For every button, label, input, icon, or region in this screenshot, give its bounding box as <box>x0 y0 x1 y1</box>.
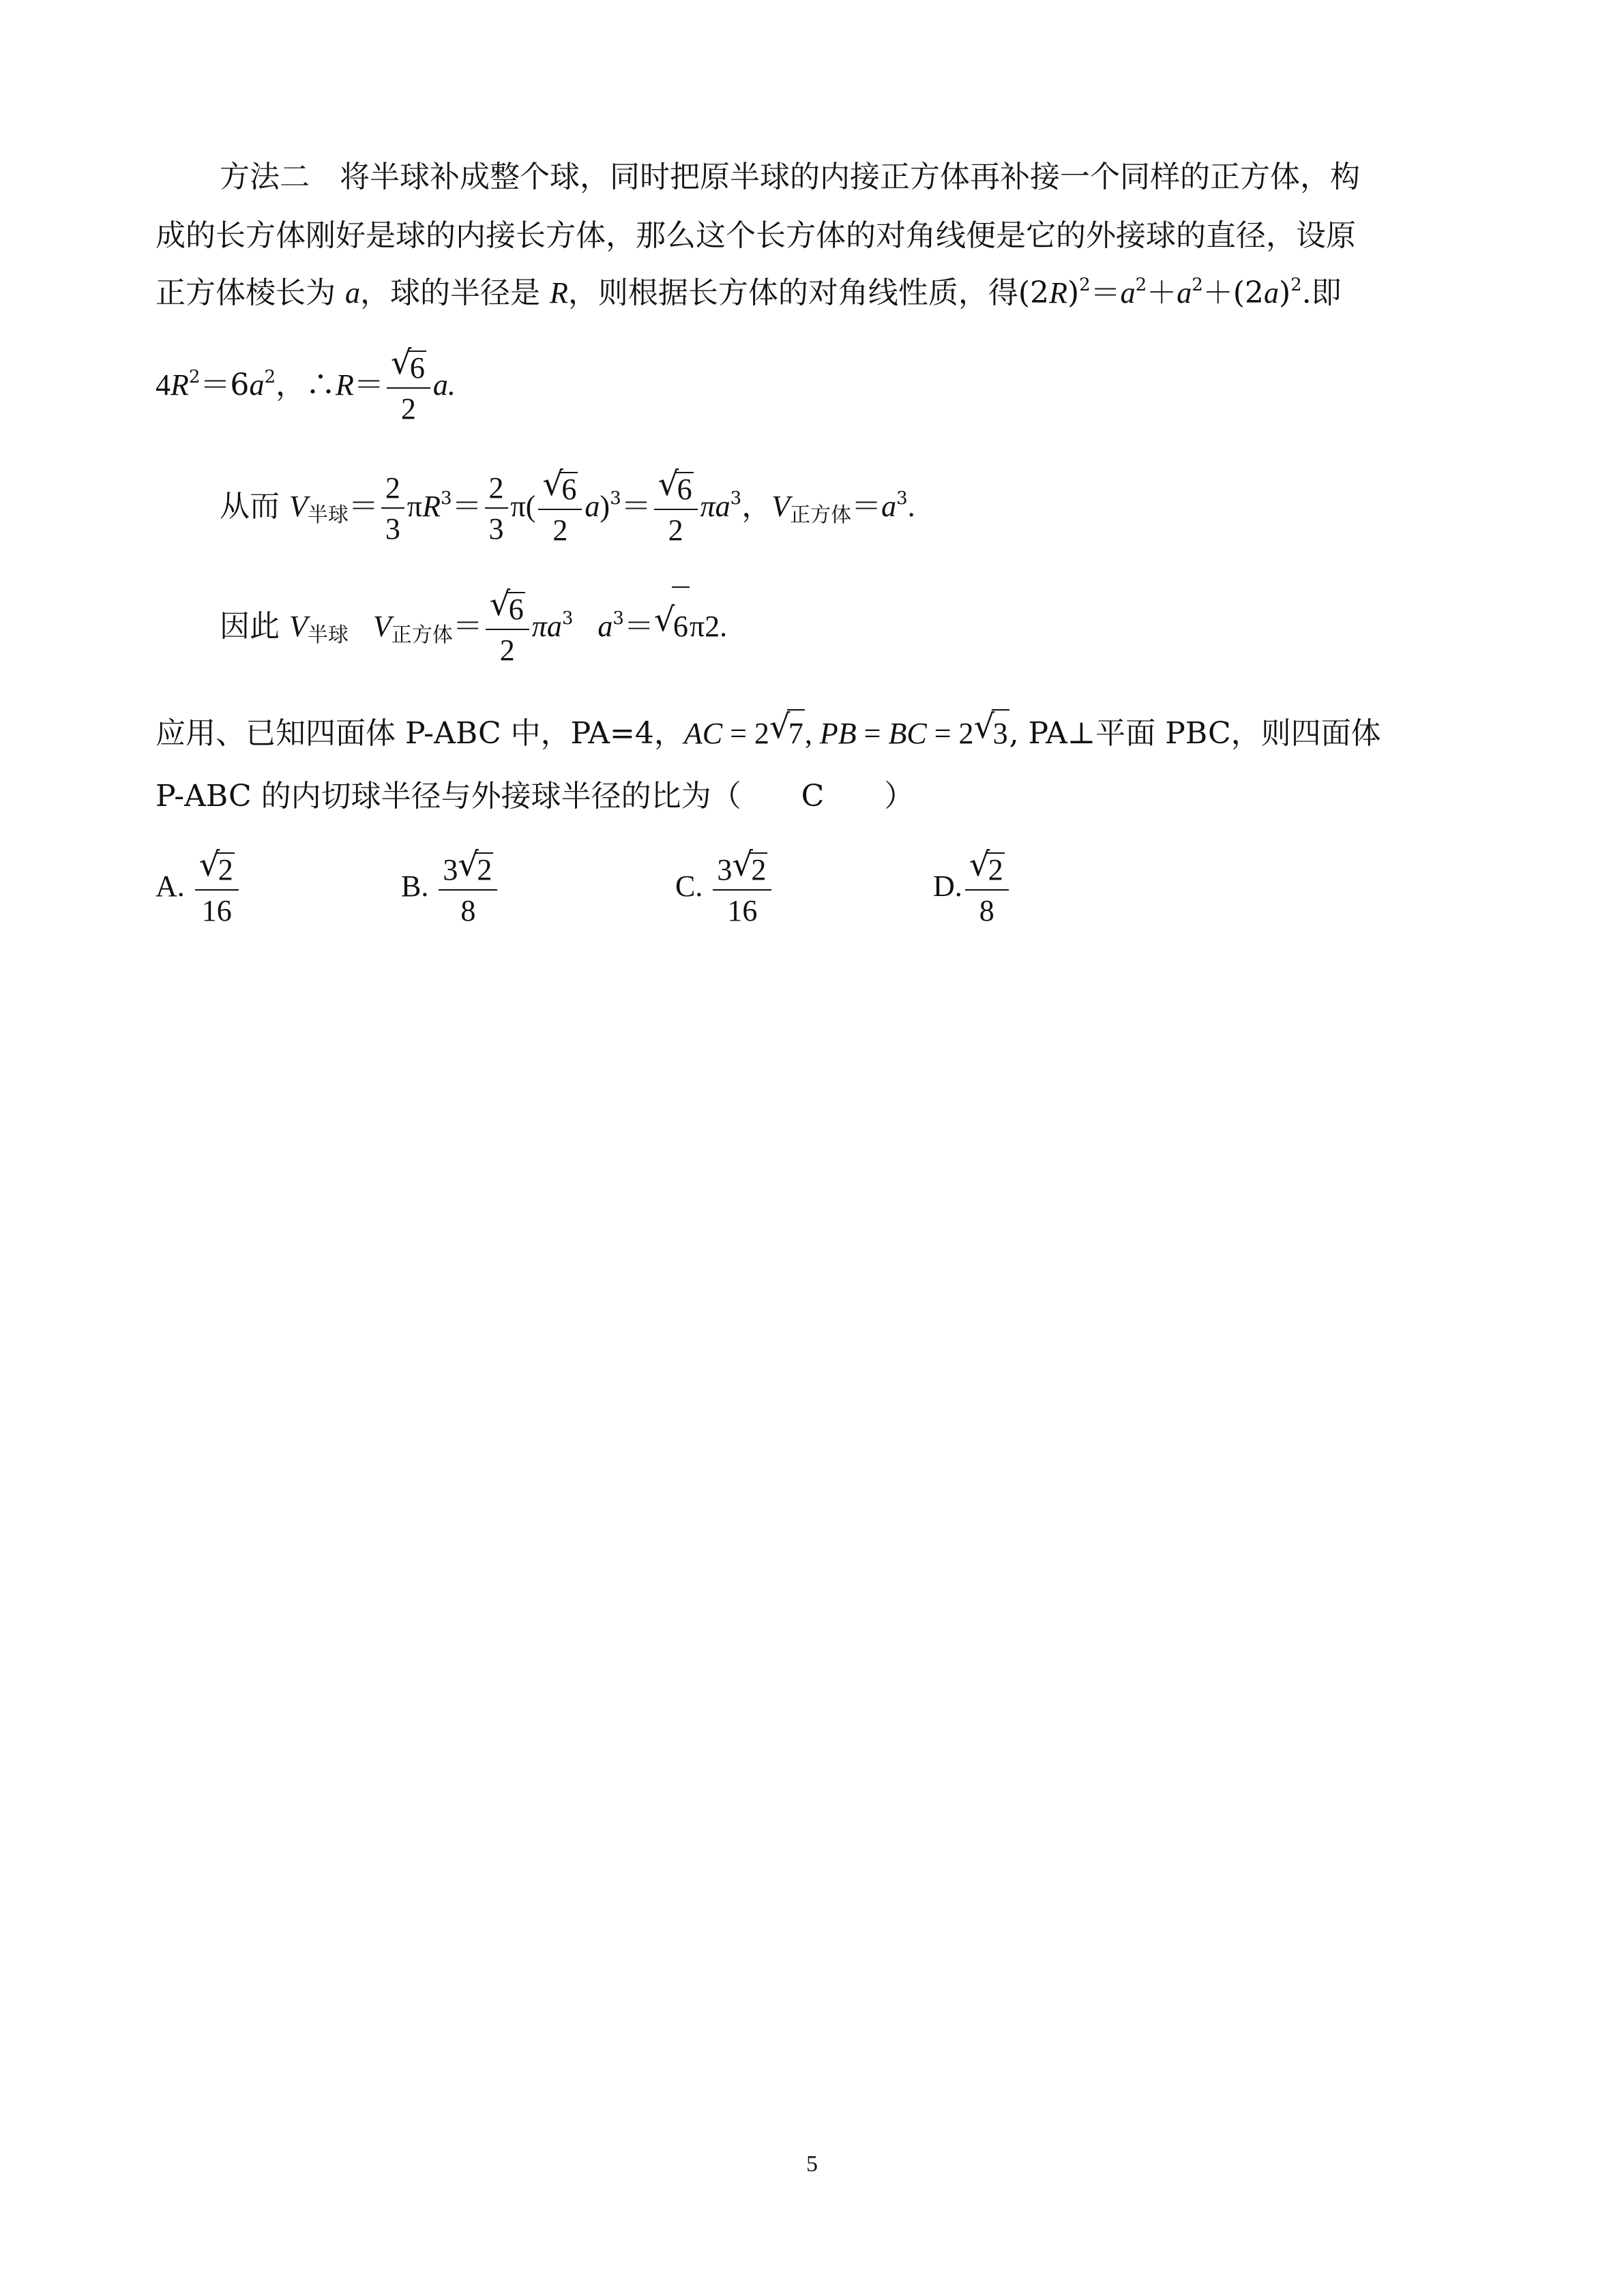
text: ＝ <box>623 609 654 644</box>
fraction-sqrt6-over-2: √ 6 2 <box>538 472 582 546</box>
text: PB <box>819 717 857 750</box>
text: 应用、已知四面体 P-ABC 中，PA=4， <box>156 716 684 751</box>
var-R: R <box>335 368 354 402</box>
text: ＝ <box>851 489 882 524</box>
option-a <box>156 846 241 927</box>
text: ＝ <box>452 489 482 524</box>
exp: 2 <box>188 367 201 387</box>
text: a. <box>432 368 456 402</box>
var-V: V <box>372 610 392 643</box>
text: ＝ <box>1090 275 1121 310</box>
text: P-ABC 的内切球半径与外接球半径的比为（ C ） <box>156 779 915 814</box>
option-fraction: √ 2 8 <box>965 852 1009 926</box>
exp: 2 <box>1135 275 1147 295</box>
text: = 2 <box>926 717 974 750</box>
option-fraction: 3 √ 2 16 <box>713 852 771 926</box>
text: .即 <box>1301 275 1342 310</box>
fraction-sqrt6-over-2: √ 6 2 <box>654 472 698 546</box>
text: ) <box>1067 275 1080 310</box>
fraction-2-over-3: $\frac{2}{3}$ <box>485 473 508 544</box>
subscript: 半球 <box>307 503 349 527</box>
subscript: 半球 <box>307 623 349 647</box>
option-c <box>675 846 774 927</box>
exp: 3 <box>610 488 621 509</box>
var-V: V <box>771 490 791 523</box>
text: ＋(2 <box>1202 275 1264 310</box>
text: AC <box>683 717 723 750</box>
exp: 3 <box>561 608 574 629</box>
text: = 2 <box>722 717 769 750</box>
option-label: B. <box>401 869 429 904</box>
var-R: R <box>171 368 189 402</box>
text: BC <box>888 717 927 750</box>
text: ＝6 <box>200 368 250 402</box>
text: 方法二 将半球补成整个球，同时把原半球的内接正方体再补接一个同样的正方体，构 <box>220 160 1360 194</box>
option-label: C. <box>675 869 703 904</box>
problem-line-2 <box>156 775 914 818</box>
text: , PA⊥平面 PBC，则四面体 <box>1009 716 1381 751</box>
text: π( <box>510 490 536 523</box>
var-a: a <box>1177 276 1192 310</box>
text: π <box>407 490 423 523</box>
text: ，∴ <box>275 368 336 402</box>
text: πa <box>700 490 730 523</box>
text: ) <box>1278 275 1291 310</box>
page-number: 5 <box>806 2151 818 2177</box>
var-a: a <box>345 276 360 310</box>
text: ＝ <box>348 489 379 524</box>
formula-1 <box>220 464 915 553</box>
text: ＋ <box>1147 275 1177 310</box>
var-R: R <box>1049 276 1067 310</box>
text: ＝ <box>621 489 651 524</box>
var-V: V <box>289 610 308 643</box>
text: 成的长方体刚好是球的内接长方体，那么这个长方体的对角线便是它的外接球的直径，设原 <box>156 218 1356 253</box>
text: ，球的半径是 <box>360 275 550 310</box>
option-d <box>933 846 1012 927</box>
var-V: V <box>289 490 308 523</box>
exp: 3 <box>896 488 908 509</box>
exp: 3 <box>730 488 742 509</box>
method2-line-2 <box>156 214 1356 258</box>
text: 4 <box>156 368 171 402</box>
subscript: 正方体 <box>391 623 453 647</box>
method2-line-4 <box>156 343 456 426</box>
var-R: R <box>550 276 568 310</box>
text: ＝ <box>353 368 384 402</box>
text: ，则根据长方体的对角线性质，得(2 <box>567 275 1050 310</box>
var-a: a <box>585 490 600 523</box>
text: ) <box>600 490 610 523</box>
option-fraction: √ 2 16 <box>195 852 239 926</box>
var-R: R <box>422 490 441 523</box>
var-a: a <box>597 610 613 643</box>
text: 因此 <box>220 609 289 644</box>
option-fraction: 3 √ 2 8 <box>439 852 497 926</box>
method2-line-3 <box>156 271 1342 315</box>
text: = <box>856 717 889 750</box>
var-a: a <box>1263 276 1279 310</box>
text: 正方体棱长为 <box>156 275 345 310</box>
exp: 2 <box>264 367 276 387</box>
text: ＝ <box>452 609 483 644</box>
exp: 2 <box>1192 275 1203 295</box>
fraction-2-over-3: $\frac{2}{3}$ <box>381 473 404 544</box>
subscript: 正方体 <box>790 503 852 527</box>
text: 从而 <box>220 489 289 524</box>
text: . <box>907 490 915 523</box>
option-label: D. <box>933 869 962 904</box>
sqrt: √ 6 <box>390 343 425 385</box>
exp: 3 <box>612 608 624 629</box>
sqrt: √ 7 <box>769 709 805 756</box>
var-a: a <box>1120 276 1136 310</box>
option-b <box>401 846 500 927</box>
fraction-sqrt6-over-2: √ 6 2 <box>387 351 430 424</box>
exp: 2 <box>1290 275 1302 295</box>
text: ， <box>741 489 772 524</box>
text: πa <box>531 610 562 643</box>
exp: 3 <box>441 488 452 509</box>
sqrt: √ 3 <box>974 709 1009 756</box>
var-a: a <box>881 490 897 523</box>
method2-line-1 <box>220 155 1360 199</box>
problem-line-1 <box>156 709 1381 756</box>
text: , <box>804 717 820 750</box>
fraction-sqrt6-over-2: √ 6 2 <box>486 592 529 666</box>
formula-2 <box>220 586 727 673</box>
sqrt: √ 6 <box>654 586 690 664</box>
text: π2. <box>689 610 728 643</box>
option-label: A. <box>156 869 185 904</box>
exp: 2 <box>1079 275 1091 295</box>
var-a: a <box>249 368 265 402</box>
